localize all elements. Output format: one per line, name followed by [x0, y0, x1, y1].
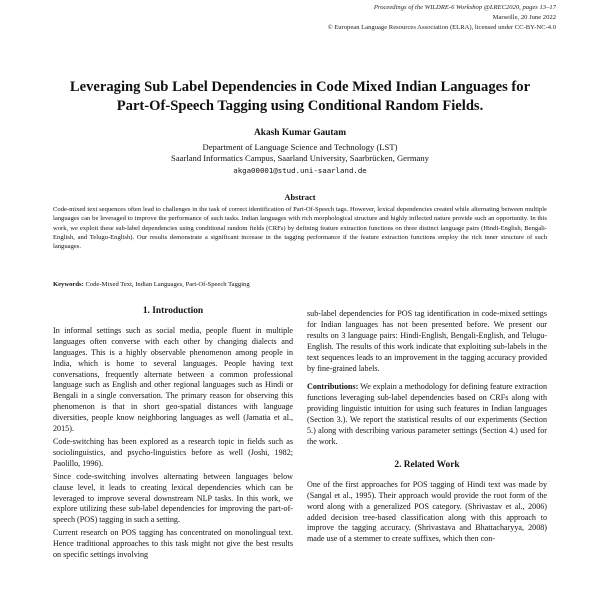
author-department: Department of Language Science and Technology (LST) — [202, 141, 398, 152]
intro-paragraph-2: Code-switching has been explored as a research topic in fields such as sociolinguistics, and psycho-linguistics before as well (Joshi, 1982; Paolillo, 1996). — [53, 436, 293, 468]
right-column — [307, 309, 547, 547]
related-work-paragraph: One of the first approaches for POS tagging of Hindi text was made by (Sangal et al., 1995). Their approach would provide the root form of the word along with a generalized POS category. (Shrivastav et al., 2006) added decision tree-based classification along with this approach to improve the tagging accuracy. (Shrivastava and Bhattacharyya, 2008) made use of a stemmer to create suffixes, which then con- — [307, 479, 547, 544]
intro-paragraph-4: Current research on POS tagging has concentrated on monolingual text. Hence traditional approaches to this task might not give the best results on specific settings involving — [53, 528, 293, 560]
title-line-2: Part-Of-Speech Tagging using Conditional Random Fields. — [116, 98, 484, 114]
right-paragraph-1: sub-label dependencies for POS tag identification in code-mixed settings for Indian languages has not been presented before. We present our results on 3 language pairs: Hindi-English, Bengali-English, and Telugu-English. The results of this work indicate that exploiting sub-labels in the text sequences leads to an improvement in the tagging accuracy provided by fine-grained labels. — [307, 309, 547, 373]
related-work-heading: 2. Related Work — [394, 459, 460, 470]
introduction-heading: 1. Introduction — [142, 306, 204, 316]
title-line-1: Leveraging Sub Label Dependencies in Code Mixed Indian Languages for — [69, 79, 531, 95]
author-email: akga00001@stud.uni-saarland.de — [233, 165, 367, 175]
contributions-paragraph — [307, 382, 547, 447]
contributions-label: Contributions: — [307, 382, 359, 392]
paper-title — [40, 78, 560, 116]
keywords-line — [53, 281, 547, 288]
keywords-text: Code-Mixed Text, Indian Languages, Part-Of-Speech Tagging — [85, 281, 250, 288]
intro-paragraph-3: Since code-switching involves alternating between languages below clause level, it leads to creating lexical dependencies which can be leveraged to improve several downstream NLP tasks. In this work, we explore utilizing these sub-label dependencies for improving the part-of-speech (POS) tagging in such a setting. — [53, 471, 293, 525]
abstract-heading: Abstract — [284, 193, 316, 202]
keywords-label: Keywords: — [53, 281, 84, 288]
contributions-text: We explain a methodology for defining feature extraction functions leveraging sub-label dependencies based on CRFs along with providing linguistic intuition for using such features in Indian languages (Section 3.). We report the statistical results of our experiments (Section 5.) along with describing various parameter settings (Section 4.) used for the work. — [307, 382, 547, 446]
abstract-text: Code-mixed text sequences often lead to challenges in the task of correct identification of Part-Of-Speech tags. However, lexical dependencies created while alternating between multiple languages can be leveraged to improve the performance of such tasks. Indian languages with rich morphological structure and highly inflected nature provide such an opportunity. In this work, we exploit these sub-label dependencies using conditional random fields (CRFs) by defining feature extraction functions on three distinct language pairs (Hindi-English, Bengali-English, and Telugu-English). Our results demonstrate a significant increase in the tagging performance if the feature extraction functions employ the rich inner structure of such languages. — [53, 206, 547, 251]
author-campus: Saarland Informatics Campus, Saarland University, Saarbrücken, Germany — [171, 153, 429, 163]
author-name: Akash Kumar Gautam — [253, 128, 347, 138]
intro-paragraph-1: In informal settings such as social media, people fluent in multiple languages often converse with each other by changing dialects and languages. This is a highly observable phenomenon among people in India, which is home to several languages. People having text conversations, frequently alternate between a common professional language such as English and other regional languages such as Hindi or Bengali in a single conversation. The primary reason for observing this phenomenon is that in short geo-spatial distances with language diversities, people know neighboring languages as well (Jamatia et al., 2015). — [53, 325, 293, 434]
license-line: © European Language Resources Association (ELRA), licensed under CC-BY-NC-4.0 — [327, 24, 556, 31]
location-date-line: Marseille, 20 June 2022 — [492, 14, 556, 21]
proceedings-header — [328, 3, 556, 33]
left-column — [53, 306, 293, 563]
proceedings-line: Proceedings of the WILDRE-6 Workshop @LREC2020, pages 13–17 — [373, 4, 556, 11]
author-block — [40, 128, 560, 176]
